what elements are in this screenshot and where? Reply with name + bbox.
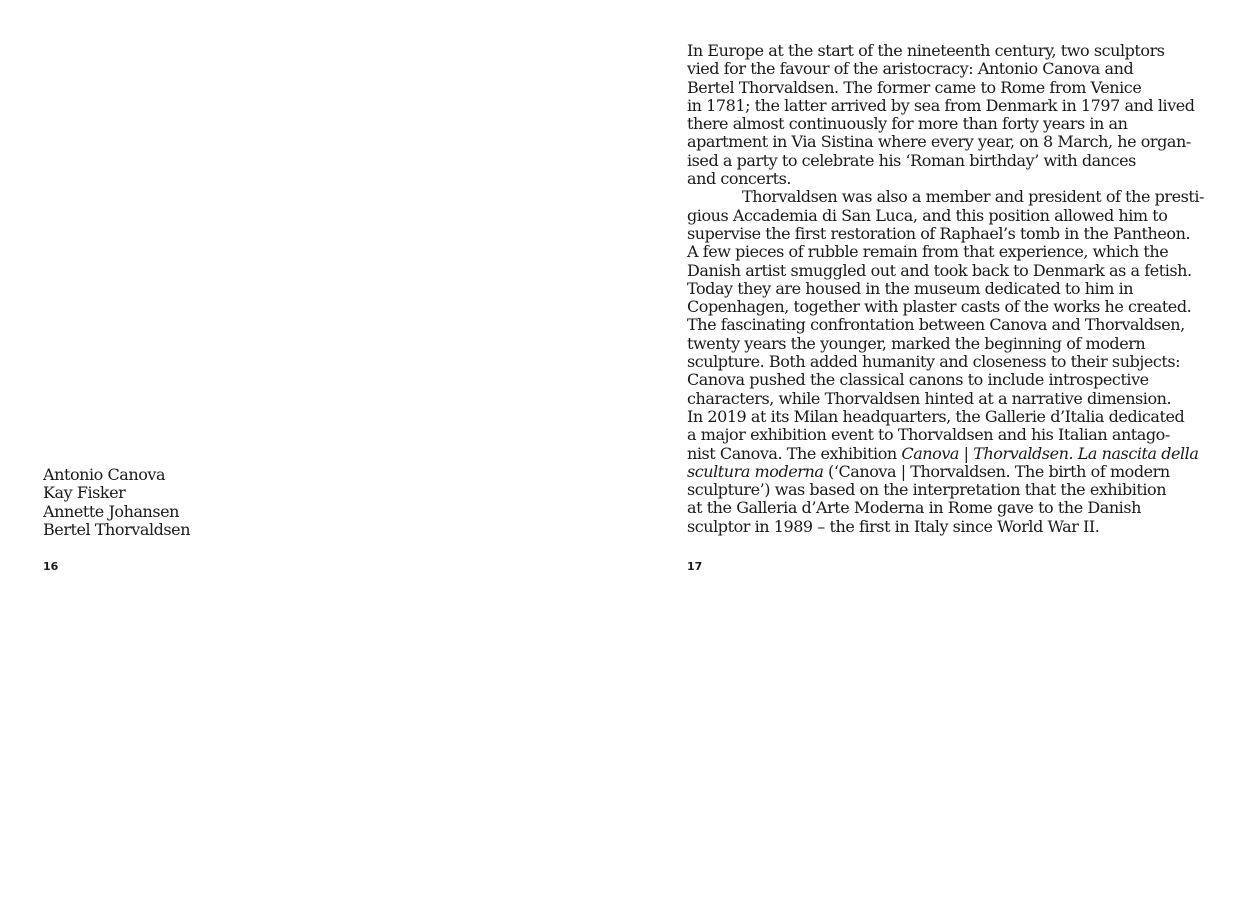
text-line: and concerts. bbox=[687, 169, 792, 189]
text-line: ised a party to celebrate his ‘Roman birthday’ with dances bbox=[687, 150, 1136, 170]
artist-name: Antonio Canova bbox=[43, 465, 166, 484]
exhibition-title: Canova | Thorvaldsen. La nascita della bbox=[901, 443, 1199, 463]
left-page bbox=[0, 0, 620, 912]
text-line: apartment in Via Sistina where every year, on 8 March, he organ- bbox=[687, 132, 1191, 152]
text-line: supervise the first restoration of Raphael’s tomb in the Pantheon. bbox=[687, 223, 1191, 243]
text-line: twenty years the younger, marked the beginning of modern bbox=[687, 333, 1146, 353]
page-number-right: 17 bbox=[687, 560, 703, 573]
text-line: sculpture. Both added humanity and closeness to their subjects: bbox=[687, 352, 1181, 372]
artist-name: Bertel Thorvaldsen bbox=[43, 519, 191, 539]
artist-names-list bbox=[43, 466, 190, 539]
text-line-with-title bbox=[687, 445, 1243, 463]
text-line: there almost continuously for more than forty years in an bbox=[687, 114, 1128, 134]
text-line: at the Galleria d’Arte Moderna in Rome gave to the Danish bbox=[687, 498, 1141, 518]
text-line: gious Accademia di San Luca, and this position allowed him to bbox=[687, 205, 1168, 225]
text-line: In Europe at the start of the nineteenth century, two sculptors bbox=[687, 41, 1165, 60]
text-line: in 1781; the latter arrived by sea from Denmark in 1797 and lived bbox=[687, 95, 1195, 115]
body-text bbox=[687, 42, 1243, 536]
text-line: a major exhibition event to Thorvaldsen and his Italian antago- bbox=[687, 425, 1170, 445]
artist-name: Kay Fisker bbox=[43, 483, 126, 503]
text-line: sculptor in 1989 – the first in Italy since World War II. bbox=[687, 516, 1100, 536]
text-line: A few pieces of rubble remain from that experience, which the bbox=[687, 242, 1169, 262]
exhibition-title: scultura moderna bbox=[687, 461, 824, 481]
text-line: The fascinating confrontation between Canova and Thorvaldsen, bbox=[687, 315, 1185, 335]
text-line: sculpture’) was based on the interpretation that the exhibition bbox=[687, 480, 1167, 500]
right-page bbox=[620, 0, 1243, 912]
text-line-indented: Thorvaldsen was also a member and president of the presti- bbox=[742, 187, 1205, 207]
text-line: In 2019 at its Milan headquarters, the Gallerie d’Italia dedicated bbox=[687, 406, 1185, 426]
text-line: Today they are housed in the museum dedicated to him in bbox=[687, 278, 1134, 298]
text-line: vied for the favour of the aristocracy: Antonio Canova and bbox=[687, 59, 1134, 79]
text-line-with-title bbox=[687, 463, 1243, 481]
text-line: Copenhagen, together with plaster casts of the works he created. bbox=[687, 297, 1192, 317]
text-segment: (‘Canova | Thorvaldsen. The birth of modern bbox=[823, 461, 1170, 481]
text-segment: nist Canova. The exhibition bbox=[687, 443, 902, 463]
text-line: Canova pushed the classical canons to include introspective bbox=[687, 370, 1149, 390]
text-line: Bertel Thorvaldsen. The former came to Rome from Venice bbox=[687, 77, 1142, 97]
artist-name: Annette Johansen bbox=[43, 501, 180, 521]
text-line: Danish artist smuggled out and took back to Denmark as a fetish. bbox=[687, 260, 1192, 280]
page-number-left: 16 bbox=[43, 560, 59, 573]
text-line: characters, while Thorvaldsen hinted at a narrative dimension. bbox=[687, 388, 1172, 408]
